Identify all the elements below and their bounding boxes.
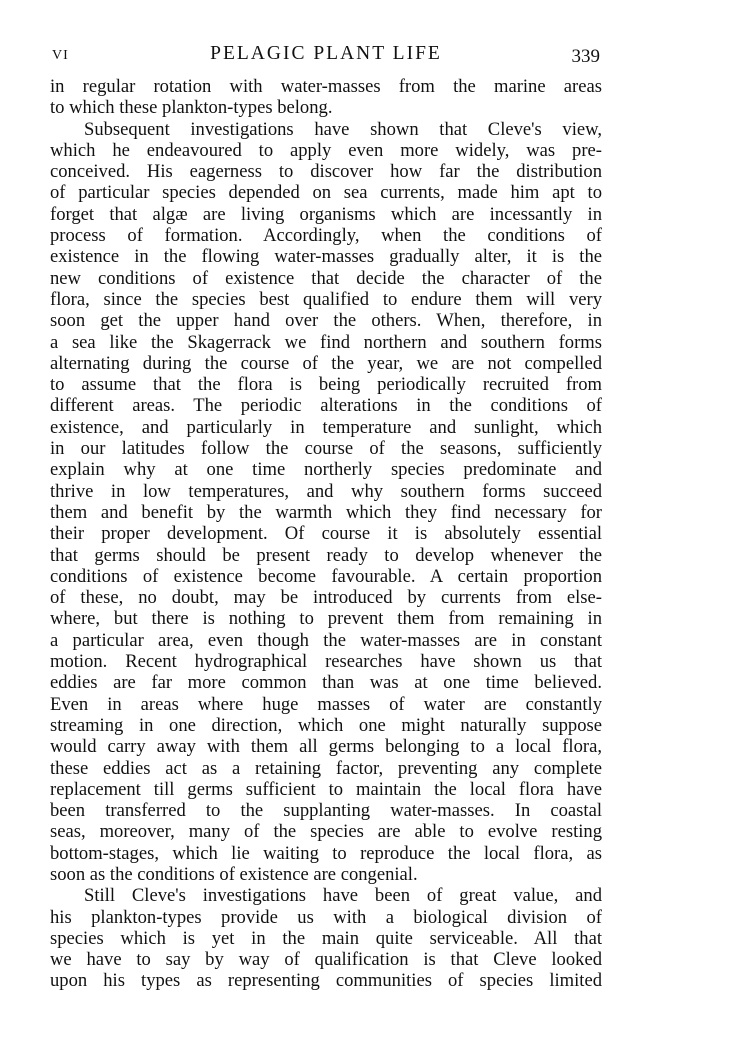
text-line: soon as the conditions of existence are congenial.	[50, 863, 418, 885]
text-line: Still Cleve's investigations have been of great value, and	[84, 885, 602, 907]
text-line: existence, and particularly in temperature and sunlight, which	[50, 416, 602, 438]
text-line: alternating during the course of the year, we are not compelled	[50, 352, 602, 374]
text-line: been transferred to the supplanting water-masses. In coastal	[50, 800, 602, 822]
text-line: would carry away with them all germs belonging to a local flora,	[50, 736, 602, 758]
paragraph	[50, 885, 602, 991]
text-line: thrive in low temperatures, and why southern forms succeed	[50, 480, 602, 502]
text-line: of these, no doubt, may be introduced by currents from else-	[50, 587, 602, 609]
text-line: we have to say by way of qualification is that Cleve looked	[50, 949, 602, 971]
paragraph	[50, 119, 602, 886]
text-line: upon his types as representing communities of species limited	[50, 970, 602, 992]
text-line: bottom-stages, which lie waiting to reproduce the local flora, as	[50, 842, 602, 864]
text-line: of particular species depended on sea currents, made him apt to	[50, 182, 602, 204]
text-line: a particular area, even though the water-masses are in constant	[50, 629, 602, 651]
text-line: in regular rotation with water-masses from the marine areas	[50, 76, 602, 97]
book-page	[50, 40, 602, 992]
text-line: their proper development. Of course it is absolutely essential	[50, 523, 602, 545]
text-line: these eddies act as a retaining factor, preventing any complete	[50, 757, 602, 779]
text-line: conditions of existence become favourable. A certain proportion	[50, 565, 602, 587]
text-line: them and benefit by the warmth which they find necessary for	[50, 501, 602, 523]
text-line: seas, moreover, many of the species are able to evolve resting	[50, 821, 602, 843]
running-head	[50, 40, 602, 74]
text-line: soon get the upper hand over the others. When, therefore, in	[50, 310, 602, 332]
text-line: in our latitudes follow the course of the seasons, sufficiently	[50, 438, 602, 460]
page-number: 339	[571, 46, 600, 67]
text-line: conceived. His eagerness to discover how far the distribution	[50, 161, 602, 183]
text-line: that germs should be present ready to develop whenever the	[50, 544, 602, 566]
text-line: process of formation. Accordingly, when the conditions of	[50, 225, 602, 247]
text-line: replacement till germs sufficient to maintain the local flora have	[50, 778, 602, 800]
text-line: Even in areas where huge masses of water are constantly	[50, 693, 602, 715]
text-line: different areas. The periodic alterations in the conditions of	[50, 395, 602, 417]
text-line: explain why at one time northerly species predominate and	[50, 459, 602, 481]
text-line: where, but there is nothing to prevent them from remaining in	[50, 608, 602, 630]
chapter-numeral: VI	[52, 48, 69, 63]
text-line: streaming in one direction, which one might naturally suppose	[50, 714, 602, 736]
text-line: species which is yet in the main quite serviceable. All that	[50, 927, 602, 949]
text-line: to which these plankton-types belong.	[50, 97, 333, 119]
text-line: eddies are far more common than was at one time believed.	[50, 672, 602, 694]
body-text	[50, 76, 602, 992]
text-line: flora, since the species best qualified to endure them will very	[50, 288, 602, 310]
text-line: which he endeavoured to apply even more widely, was pre-	[50, 139, 602, 161]
text-line: his plankton-types provide us with a biological division of	[50, 906, 602, 928]
text-line: motion. Recent hydrographical researches have shown us that	[50, 651, 602, 673]
text-line: Subsequent investigations have shown that Cleve's view,	[84, 118, 602, 140]
text-line: to assume that the flora is being periodically recruited from	[50, 374, 602, 396]
running-title: PELAGIC PLANT LIFE	[210, 43, 442, 64]
text-line: new conditions of existence that decide the character of the	[50, 267, 602, 289]
text-line: existence in the flowing water-masses gradually alter, it is the	[50, 246, 602, 268]
paragraph	[50, 76, 602, 119]
text-line: a sea like the Skagerrack we find northern and southern forms	[50, 331, 602, 353]
text-line: forget that algæ are living organisms which are incessantly in	[50, 203, 602, 225]
